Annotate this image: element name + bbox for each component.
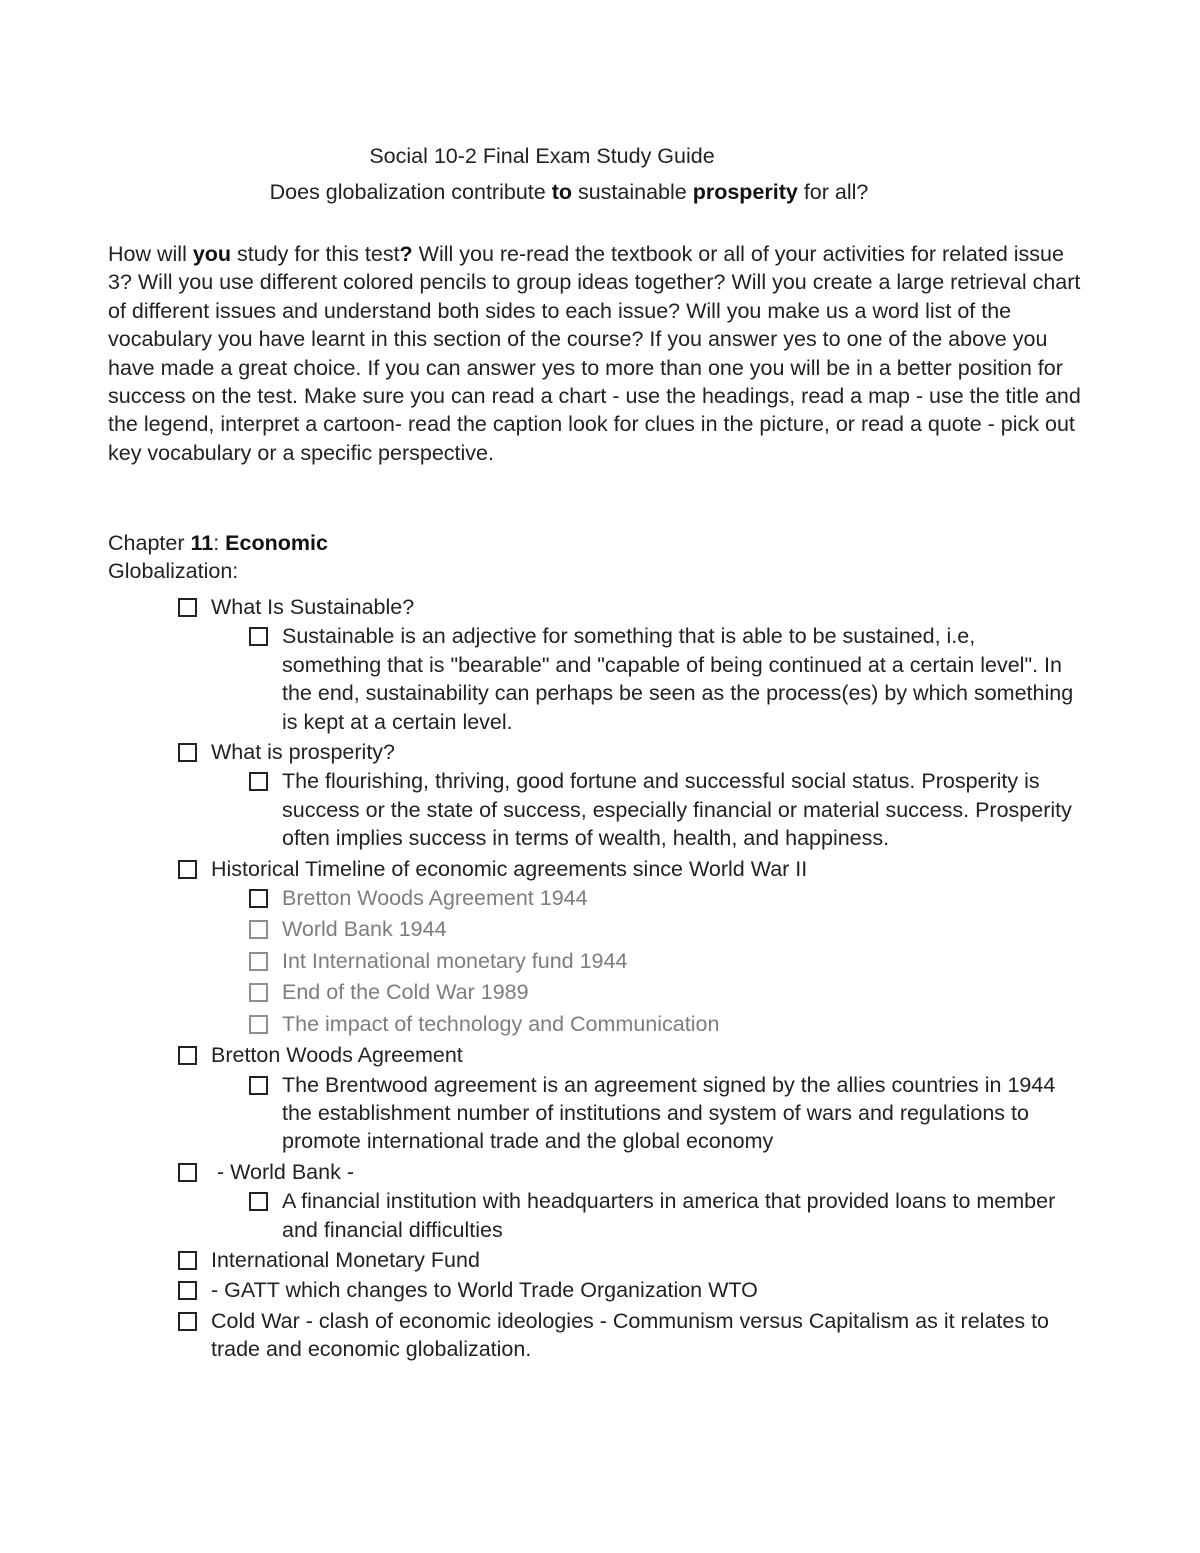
checklist-item xyxy=(178,1246,1078,1274)
sub-checklist-item xyxy=(249,767,1075,852)
subtitle-bold-prosperity: prosperity xyxy=(692,180,798,204)
checkbox[interactable] xyxy=(178,1281,197,1300)
checklist-item xyxy=(178,1276,1078,1304)
checklist-item xyxy=(178,593,1078,736)
item-label: Historical Timeline of economic agreements since World War II xyxy=(211,856,808,881)
chapter-heading xyxy=(108,529,328,557)
checkbox[interactable] xyxy=(249,1015,268,1034)
sub-checklist-item xyxy=(249,1071,1075,1156)
sub-checklist-item xyxy=(249,978,1075,1006)
subtitle-text-2: sustainable xyxy=(571,180,693,204)
intro-text-2: study for this test xyxy=(231,242,400,266)
chapter-prefix: Chapter xyxy=(108,531,191,555)
checkbox[interactable] xyxy=(178,1046,197,1065)
intro-text-3: Will you re-read the textbook or all of your activities for related issue 3? Will you use different colored pencils to group ideas together? Will you create a large retrieval chart of different issues and understand both sides to each issue? Will you make us a word list of the vocabulary you have learnt in this section of the course? If you answer yes to one of the above you have made a great choice. If you can answer yes to more than one you will be in a better position for success on the test. Make sure you can read a chart - use the headings, read a map - use the title and the legend, interpret a cartoon- read the caption look for clues in the picture, or read a quote - pick out key vocabulary or a specific perspective. xyxy=(108,242,1081,465)
chapter-number: 11 xyxy=(190,531,214,555)
item-label: The flourishing, thriving, good fortune and successful social status. Prosperity is success or the state of success, especially financial or material success. Prosperity often implies success in terms of wealth, health, and happiness. xyxy=(282,769,1072,851)
checkbox[interactable] xyxy=(249,889,268,908)
checkbox[interactable] xyxy=(178,1251,197,1270)
checklist-item xyxy=(178,855,1078,1038)
checkbox[interactable] xyxy=(249,952,268,971)
intro-paragraph xyxy=(108,240,1093,467)
subtitle-text-1: Does globalization contribute xyxy=(269,180,552,204)
sub-checklist-item xyxy=(249,1010,1075,1038)
item-label: The impact of technology and Communication xyxy=(282,1011,720,1036)
sub-checklist-item xyxy=(249,884,1075,912)
checkbox[interactable] xyxy=(178,743,197,762)
checklist-item xyxy=(178,1158,1078,1244)
item-label: - World Bank - xyxy=(211,1159,354,1184)
item-label: International Monetary Fund xyxy=(211,1247,480,1272)
sub-checklist-item xyxy=(249,947,1075,975)
checkbox[interactable] xyxy=(178,860,197,879)
checkbox[interactable] xyxy=(249,1076,268,1095)
chapter-separator: : xyxy=(213,531,226,555)
document-subtitle xyxy=(0,178,1138,206)
subtitle-text-3: for all? xyxy=(797,180,869,204)
item-label: What is prosperity? xyxy=(211,740,396,765)
checkbox[interactable] xyxy=(249,983,268,1002)
item-label: Cold War - clash of economic ideologies - Communism versus Capitalism as it relates to trade and economic globalization. xyxy=(211,1308,1049,1362)
intro-bold-question: ? xyxy=(399,242,413,266)
chapter-name: Economic xyxy=(225,531,328,555)
item-label: World Bank 1944 xyxy=(282,917,447,942)
checklist-item xyxy=(178,1041,1078,1156)
sub-checklist-item xyxy=(249,915,1075,943)
checkbox[interactable] xyxy=(249,1192,268,1211)
chapter-heading-line2: Globalization: xyxy=(108,559,239,583)
checkbox[interactable] xyxy=(249,920,268,939)
item-label: The Brentwood agreement is an agreement signed by the allies countries in 1944 the establishment number of institutions and system of wars and regulations to promote international trade and the global economy xyxy=(282,1072,1056,1154)
checklist-item xyxy=(178,1307,1078,1364)
item-label: What Is Sustainable? xyxy=(211,595,415,619)
item-label: End of the Cold War 1989 xyxy=(282,980,529,1005)
checkbox[interactable] xyxy=(249,772,268,791)
item-label: Sustainable is an adjective for something that is able to be sustained, i.e, something that is "bearable" and "capable of being continued at a certain level". In the end, sustainability can perhaps be seen as the process(es) by which something is kept at a certain level. xyxy=(282,624,1074,734)
subtitle-bold-to: to xyxy=(551,180,572,204)
checklist-item xyxy=(178,738,1078,853)
item-label: A financial institution with headquarters in america that provided loans to member and financial difficulties xyxy=(282,1189,1056,1242)
checkbox[interactable] xyxy=(178,1163,197,1182)
sub-checklist-item xyxy=(249,622,1075,736)
intro-bold-you: you xyxy=(192,242,232,266)
intro-text-1: How will xyxy=(108,242,193,266)
checkbox[interactable] xyxy=(178,598,197,617)
checklist xyxy=(178,593,1078,1366)
document-title: Social 10-2 Final Exam Study Guide xyxy=(369,144,715,168)
item-label: - GATT which changes to World Trade Organization WTO xyxy=(211,1278,758,1303)
item-label: Int International monetary fund 1944 xyxy=(282,948,628,973)
checkbox[interactable] xyxy=(178,1312,197,1331)
sub-checklist-item xyxy=(249,1187,1075,1244)
checkbox[interactable] xyxy=(249,627,268,646)
item-label: Bretton Woods Agreement 1944 xyxy=(282,886,588,911)
item-label: Bretton Woods Agreement xyxy=(211,1043,463,1068)
